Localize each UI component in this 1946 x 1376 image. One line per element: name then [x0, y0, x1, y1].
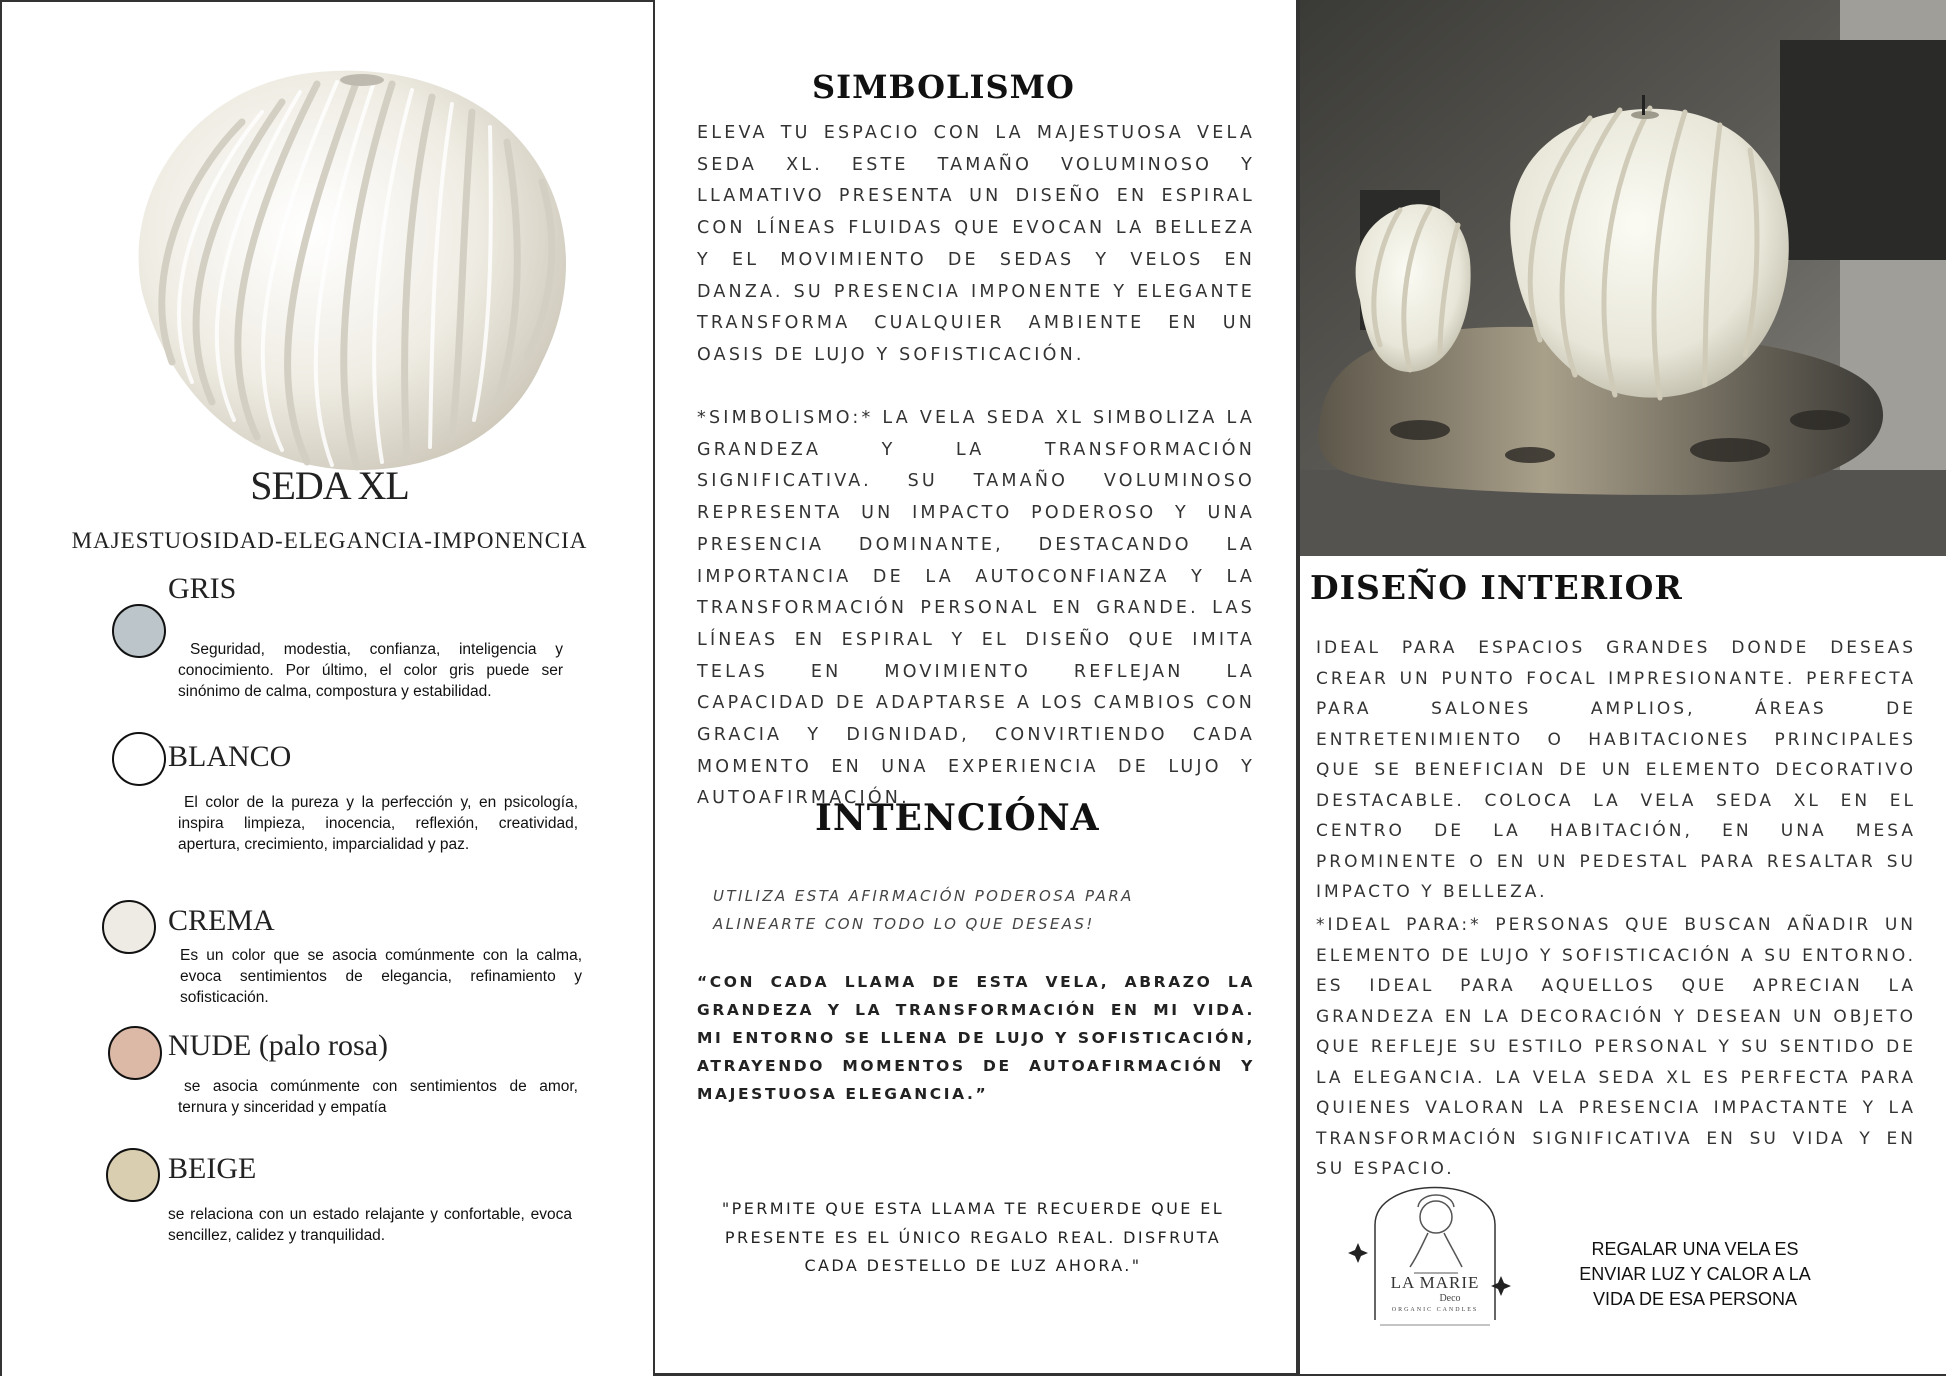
color-description: Es un color que se asocia comúnmente con la calma, evoca sentimientos de elegancia, refinamiento y sofisticación. [180, 947, 582, 1006]
simbolismo-paragraph-2: *SIMBOLISMO:* LA VELA SEDA XL SIMBOLIZA LA GRANDEZA Y LA TRANSFORMACIÓN SIGNIFICATIVA. SU TAMAÑO VOLUMINOSO REPRESENTA UN IMPACTO PODEROSO Y UNA PRESENCIA DOMINANTE, DESTACANDO LA IMPORTANCIA DE LA AUTOCONFIANZA Y LA TRANSFORMACIÓN PERSONAL EN GRANDE. LAS LÍNEAS EN ESPIRAL Y EL DISEÑO QUE IMITA TELAS EN MOVIMIENTO REFLEJAN LA CAPACIDAD DE ADAPTARSE A LOS CAMBIOS CON GRACIA Y DIGNIDAD, CONVIRTIENDO CADA MOMENTO EN UNA EXPERIENCIA DE LUJO Y AUTOAFIRMACIÓN. [697, 408, 1255, 809]
simbolismo-paragraph-1: ELEVA TU ESPACIO CON LA MAJESTUOSA VELA SEDA XL. ESTE TAMAÑO VOLUMINOSO Y LLAMATIVO PRESENTA UN DISEÑO EN ESPIRAL CON LÍNEAS FLUIDAS QUE EVOCAN LA BELLEZA Y EL MOVIMIENTO DE SEDAS Y VELOS EN DANZA. SU PRESENCIA IMPONENTE Y ELEGANTE TRANSFORMA CUALQUIER AMBIENTE EN UN OASIS DE LUJO Y SOFISTICACIÓN. [697, 123, 1255, 365]
candle-photo [1300, 0, 1946, 556]
blanco-swatch [112, 732, 166, 786]
gift-message: REGALAR UNA VELA ES ENVIAR LUZ Y CALOR A LA VIDA DE ESA PERSONA [1579, 1239, 1811, 1309]
nude-swatch [108, 1026, 162, 1080]
candle-image [102, 62, 602, 482]
beige-swatch [106, 1148, 160, 1202]
color-description: Seguridad, modestia, confianza, inteligencia y conocimiento. Por último, el color gris puede ser sinónimo de calma, compostura y estabilidad. [178, 641, 563, 700]
color-description: se relaciona con un estado relajante y confortable, evoca sencillez, calidez y tranquilidad. [168, 1206, 572, 1244]
color-name: NUDE (palo rosa) [168, 1029, 388, 1062]
brand-logo [1340, 1155, 1530, 1335]
intencion-lead: UTILIZA ESTA AFIRMACIÓN PODEROSA PARA ALINEARTE CON TODO LO QUE DESEAS! [713, 887, 1134, 933]
color-name: CREMA [168, 904, 275, 937]
interior-design-panel [1298, 0, 1946, 1376]
product-subtitle: MAJESTUOSIDAD-ELEGANCIA-IMPONENCIA [71, 528, 588, 553]
logo-sub: Deco [1439, 1293, 1461, 1304]
product-title: SEDA XL [250, 463, 409, 508]
gris-swatch [112, 604, 166, 658]
interior-paragraph-1: IDEAL PARA ESPACIOS GRANDES DONDE DESEAS CREAR UN PUNTO FOCAL IMPRESIONANTE. PERFECTA PARA SALONES AMPLIOS, ÁREAS DE ENTRETENIMIENTO O HABITACIONES PRINCIPALES QUE SE BENEFICIAN DE UN ELEMENTO DECORATIVO DESTACABLE. COLOCA LA VELA SEDA XL EN EL CENTRO DE LA HABITACIÓN, EN UNA MESA PROMINENTE O EN UN PEDESTAL PARA RESALTAR SU IMPACTO Y BELLEZA. [1316, 638, 1916, 902]
intencion-heading: INTENCIÓNA [815, 797, 1100, 839]
color-panel [0, 0, 655, 1376]
crema-swatch [102, 900, 156, 954]
logo-tagline: ORGANIC CANDLES [1391, 1307, 1479, 1313]
closing-quote: "PERMITE QUE ESTA LLAMA TE RECUERDE QUE EL PRESENTE ES EL ÚNICO REGALO REAL. DISFRUTA CADA DESTELLO DE LUZ AHORA." [721, 1199, 1225, 1275]
color-name: GRIS [168, 572, 237, 605]
simbolismo-heading: SIMBOLISMO [812, 68, 1075, 106]
symbolism-panel [655, 0, 1298, 1376]
color-name: BEIGE [168, 1152, 257, 1185]
logo-name: LA MARIE [1390, 1273, 1480, 1292]
color-description: se asocia comúnmente con sentimientos de amor, ternura y sinceridad y empatía [178, 1078, 578, 1116]
interior-heading: DISEÑO INTERIOR [1310, 568, 1683, 607]
color-description: El color de la pureza y la perfección y, en psicología, inspira limpieza, inocencia, reflexión, creatividad, apertura, crecimiento, imparcialidad y paz. [178, 794, 578, 853]
affirmation-quote: “CON CADA LLAMA DE ESTA VELA, ABRAZO LA GRANDEZA Y LA TRANSFORMACIÓN EN MI VIDA. MI ENTORNO SE LLENA DE LUJO Y SOFISTICACIÓN, ATRAYENDO MOMENTOS DE AUTOAFIRMACIÓN Y MAJESTUOSA ELEGANCIA.” [697, 973, 1255, 1103]
interior-paragraph-2: *IDEAL PARA:* PERSONAS QUE BUSCAN AÑADIR UN ELEMENTO DE LUJO Y SOFISTICACIÓN A SU ENTORNO. ES IDEAL PARA AQUELLOS QUE APRECIAN LA GRANDEZA EN LA DECORACIÓN Y DESEAN UN OBJETO QUE REFLEJE SU ESTILO PERSONAL Y SU SENTIDO DE LA ELEGANCIA. LA VELA SEDA XL ES PERFECTA PARA QUIENES VALORAN LA PRESENCIA IMPACTANTE Y LA TRANSFORMACIÓN SIGNIFICATIVA EN SU VIDA Y EN SU ESPACIO. [1316, 915, 1916, 1179]
color-name: BLANCO [168, 740, 292, 773]
